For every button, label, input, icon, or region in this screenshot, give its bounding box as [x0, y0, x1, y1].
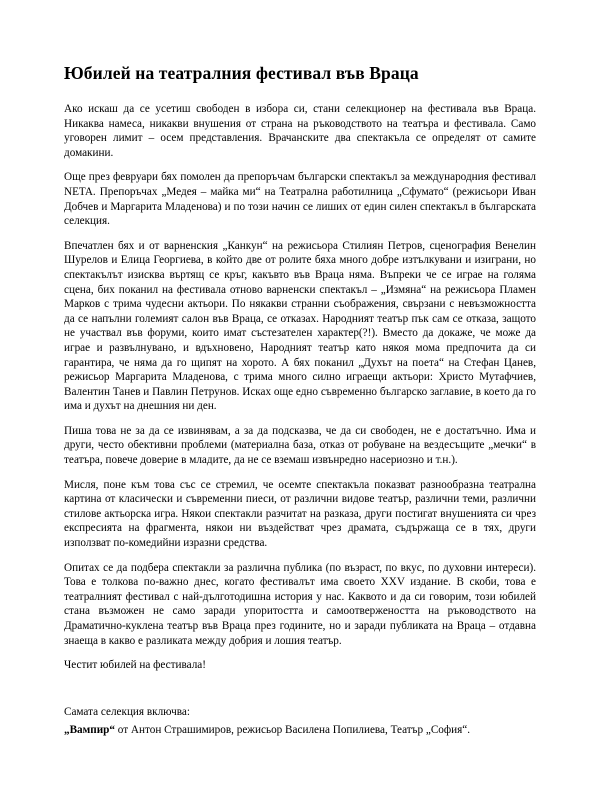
paragraph-5: Мисля, поне към това със се стремил, че осемте спектакъла показват разнообразна театрална картина от класически и съвременни пиеси, от различни видове театър, различни теми, различни стилове актьорска игра. Някои спектакли разчитат на разказа, други постигат внушенията си чрез експресията на фрагмента, някои ни въздействат чрез драмата, съдържаща се в тях, други използват по-комедийни изразни средства.	[64, 478, 536, 550]
document-title: Юбилей на театралния фестивал във Враца	[64, 63, 419, 83]
paragraph-2: Още през февруари бях помолен да препоръчам български спектакъл за международния фестивал NETA. Препоръчах „Медея – майка ми“ на Театрална работилница „Сфумато“ (режисьори Иван Добчев и Маргарита Младенова) и по този начин се лиших от един силен спектакъл в българската селекция.	[64, 171, 536, 228]
document-page	[64, 62, 536, 738]
paragraph-1: Ако искаш да се усетиш свободен в избора си, стани селекционер на фестивала във Враца. Никаква намеса, никакви внушения от страна на ръководството на театъра и фестивала. Само уговорен лимит – осем представления. Врачанските два спектакъла се определят от самите домакини.	[64, 103, 536, 159]
paragraph-6: Опитах се да подбера спектакли за различна публика (по възраст, по вкус, по духовни интереси). Това е толкова по-важно днес, когато фестивалът има своето XXV издание. В скоби, това е театралният фестивал с най-дълготодишна история у нас. Каквото и да си говорим, този юбилей стана възможен не само заради упоритостта и самоотвержеността на ръководството на Драматично-куклена театър във Враца през годините, но и заради публиката на Враца – отдавна знаеща в какво е разликата между добрия и лошия театър.	[64, 561, 536, 647]
selection-item-details: от Антон Страшимиров, режисьор Василена Попилиева, Театър „София“.	[114, 724, 471, 737]
selection-intro: Самата селекция включва:	[64, 705, 190, 718]
selection-item-play-title: „Вампир“	[64, 724, 115, 737]
paragraph-4: Пиша това не за да се извинявам, а за да подсказва, че да си свободен, не е достатъчно. Има и други, често обективни проблеми (материална база, отказ от робуване на вездесъщите „мечки“ в театъра, повече доверие в младите, да не се вземаш извънредно насериозно и т.н.).	[64, 424, 536, 467]
selection-item	[64, 723, 536, 738]
closing-line: Честит юбилей на фестивала!	[64, 659, 206, 672]
paragraph-3: Впечатлен бях и от варненския „Канкун“ на режисьора Стилиян Петров, сценография Венелин Шурелов и Елица Георгиева, в който две от ролите бяха много добре изтълкувани и изиграни, но спектакълът изисква въртящ се кръг, какъвто във Враца няма. Въпреки че се играе на голяма сцена, бих поканил на фестивала отново варненски спектакъл – „Измяна“ на режисьора Пламен Марков с трима чудесни актьори. По някакви странни съображения, свързани с невъзможността да се напълни големият салон във Враца, се отказах. Народният театър пък сам се отказа, защото не участвал във форуми, които имат състезателен характер(?!). Вместо да докаже, че може да играе и развълнувано, и вдъхновено, Народният театър като някоя мома предпочита да си гарантира, че няма да го щипят на хорото. А бях поканил „Духът на поета“ на Стефан Цанев, режисьор Маргарита Младенова, с трима много силно играещи актьори: Христо Мутафчиев, Валентин Танев и Павлин Петрунов. Исках още едно съвременно българско заглавие, в което да го има и духът на днешния ни ден.	[64, 239, 536, 413]
